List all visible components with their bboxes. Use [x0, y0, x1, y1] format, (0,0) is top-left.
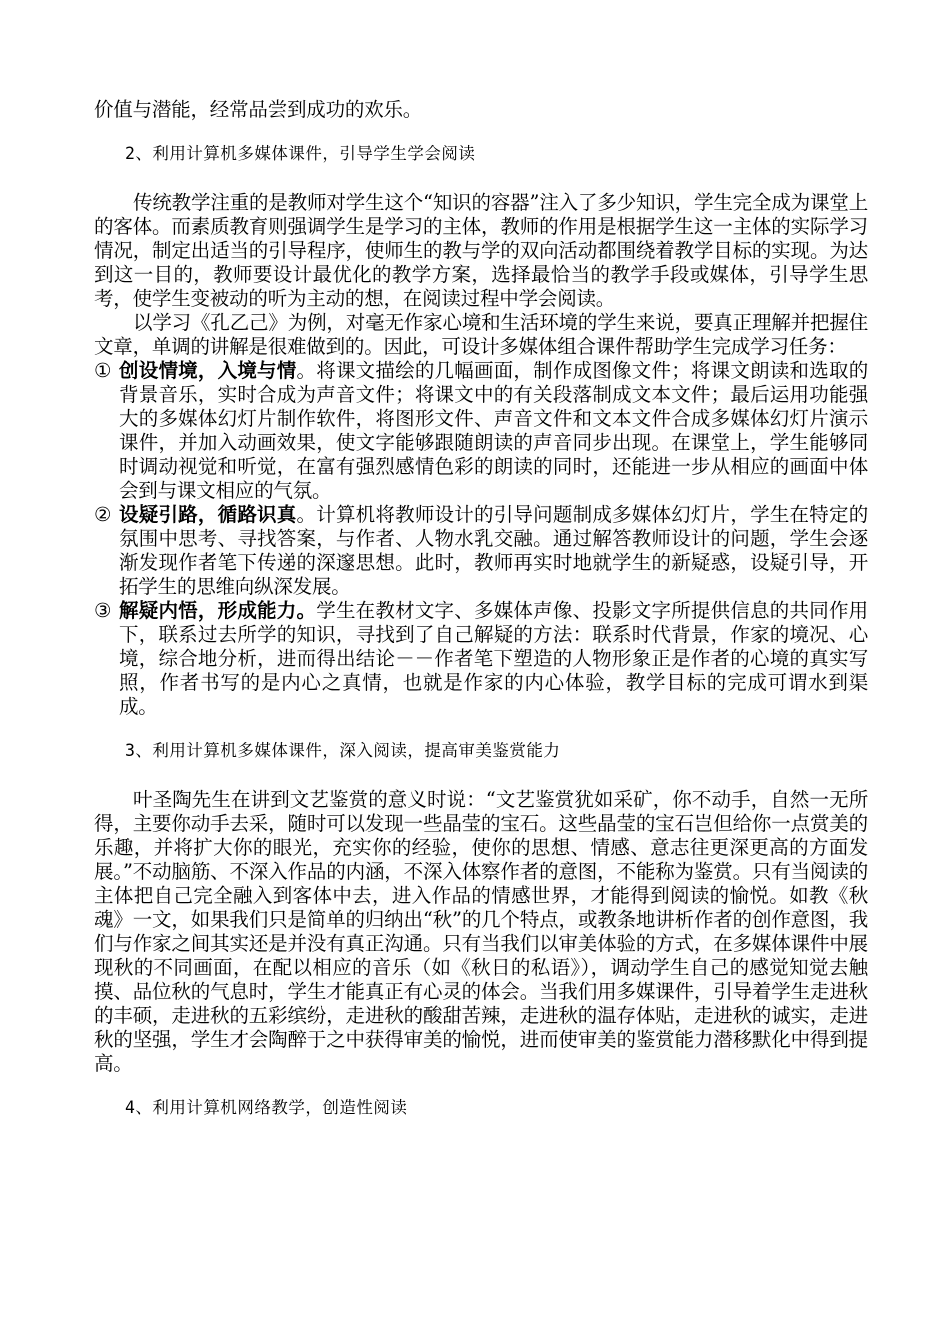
list-item-text: 。将课文描绘的几幅画面，制作成图像文件；将课文朗读和选取的背景音乐，实时合成为声音文件；将课文中的有关段落制成文本文件；最后运用功能强大的多媒体幻灯片制作软件，将图形文件、声音文件和文本文件合成多媒体幻灯片演示课件，并加入动画效果，使文字能够跟随朗读的声音同步出现。在课堂上，学生能够同时调动视觉和听觉，在富有强烈感情色彩的朗读的同时，还能进一步从相应的画面中体会到与课文相应的气氛。	[119, 359, 869, 502]
list-item-bold-lead: 设疑引路，循路识真	[119, 503, 297, 526]
list-item-bold-lead: 解疑内悟，形成能力。	[119, 599, 317, 622]
list-number: ①	[94, 359, 112, 382]
list-item-2	[94, 503, 868, 599]
section-heading-3: 3、利用计算机多媒体课件，深入阅读，提高审美鉴赏能力	[125, 741, 561, 760]
paragraph-kong-yiji-example: 以学习《孔乙己》为例，对毫无作家心境和生活环境的学生来说，要真正理解并把握住文章，单调的讲解是很难做到的。因此，可设计多媒体组合课件帮助学生完成学习任务：	[94, 311, 868, 358]
section-heading-4: 4、利用计算机网络教学，创造性阅读	[125, 1098, 408, 1117]
list-item-body	[119, 359, 868, 503]
list-item-1	[94, 359, 868, 503]
list-item-body	[119, 599, 868, 719]
list-number: ③	[94, 599, 112, 622]
paragraph-continuation: 价值与潜能，经常品尝到成功的欢乐。	[94, 98, 423, 121]
list-item-text: 学生在教材文字、多媒体声像、投影文字所提供信息的共同作用下，联系过去所学的知识，寻找到了自己解疑的方法：联系时代背景，作家的境况、心境，综合地分析，进而得出结论－－作者笔下塑造的人物形象正是作者的心境的真实写照，作者书写的是内心之真情，也就是作家的内心体验，教学目标的完成可谓水到渠成。	[119, 599, 868, 718]
paragraph-aesthetic-appreciation: 叶圣陶先生在讲到文艺鉴赏的意义时说：“文艺鉴赏犹如采矿，你不动手，自然一无所得，主要你动手去采，随时可以发现一些晶莹的宝石。这些晶莹的宝石岂但给你一点赏美的乐趣，并将扩大你的眼光，充实你的经验，使你的思想、情感、意志往更深更高的方面发展。”不动脑筋、不深入作品的内涵，不深入体察作者的意图，不能称为鉴赏。只有当阅读的主体把自己完全融入到客体中去，进入作品的情感世界，才能得到阅读的愉悦。如教《秋魂》一文，如果我们只是简单的归纳出“秋”的几个特点，或教条地讲析作者的创作意图，我们与作家之间其实还是并没有真正沟通。只有当我们以审美体验的方式，在多媒体课件中展现秋的不同画面，在配以相应的音乐（如《秋日的私语》），调动学生自己的感觉知觉去触摸、品位秋的气息时，学生才能真正有心灵的体会。当我们用多媒课件，引导着学生走进秋的丰硕，走进秋的五彩缤纷，走进秋的酸甜苦辣，走进秋的温存体贴，走进秋的诚实，走进秋的坚强，学生才会陶醉于之中获得审美的愉悦，进而使审美的鉴赏能力潜移默化中得到提高。	[94, 788, 868, 1075]
list-item-bold-lead: 创设情境，入境与情	[119, 359, 297, 382]
list-item-body	[119, 503, 868, 599]
paragraph-traditional-teaching: 传统教学注重的是教师对学生这个“知识的容器”注入了多少知识，学生完全成为课堂上的客体。而素质教育则强调学生是学习的主体，教师的作用是根据学生这一主体的实际学习情况，制定出适当的引导程序，使师生的教与学的双向活动都围绕着教学目标的实现。为达到这一目的，教师要设计最优化的教学方案，选择最恰当的教学手段或媒体，引导学生思考，使学生变被动的听为主动的想，在阅读过程中学会阅读。	[94, 191, 868, 310]
list-item-text: 。计算机将教师设计的引导问题制成多媒体幻灯片，学生在特定的氛围中思考、寻找答案，与作者、人物水乳交融。通过解答教师设计的问题，学生会逐渐发现作者笔下传递的深邃思想。此时，教师再实时地就学生的新疑惑，设疑引导，开拓学生的思维向纵深发展。	[119, 503, 869, 598]
document-page	[94, 98, 868, 1120]
list-number: ②	[94, 503, 112, 526]
section-heading-2: 2、利用计算机多媒体课件，引导学生学会阅读	[125, 144, 476, 163]
list-item-3	[94, 599, 868, 719]
